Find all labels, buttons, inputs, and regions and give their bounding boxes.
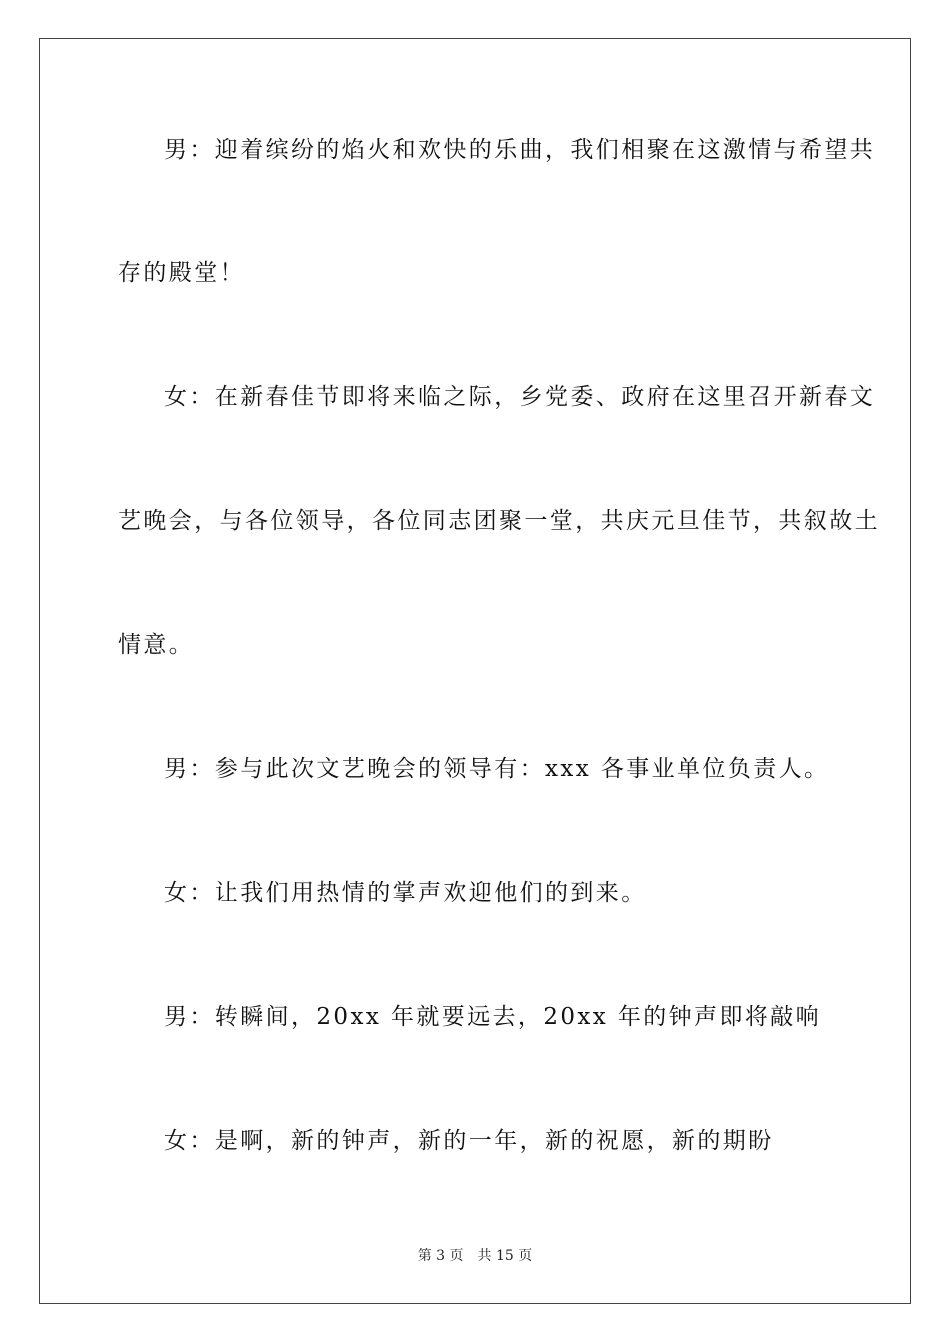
dialogue-line-female-1: 女：在新春佳节即将来临之际，乡党委、政府在这里召开新春文 [164,384,876,410]
dialogue-line-female-1-cont: 艺晚会，与各位领导，各位同志团聚一堂，共庆元旦佳节，共叙故土 [118,508,880,534]
dialogue-line-female-2: 女：让我们用热情的掌声欢迎他们的到来。 [164,880,647,906]
dialogue-line-female-1-end: 情意。 [118,632,195,658]
dialogue-line-male-2: 男：参与此次文艺晚会的领导有：xxx 各事业单位负责人。 [164,756,830,782]
dialogue-line-male-1-cont: 存的殿堂！ [118,260,245,286]
dialogue-line-male-3: 男：转瞬间，20xx 年就要远去，20xx 年的钟声即将敲响 [164,1004,822,1030]
page-number-footer: 第 3 页 共 15 页 [417,1248,533,1264]
page-border [39,38,911,1304]
dialogue-line-female-3: 女：是啊，新的钟声，新的一年，新的祝愿，新的期盼 [164,1128,774,1154]
dialogue-line-male-1: 男：迎着缤纷的焰火和欢快的乐曲，我们相聚在这激情与希望共 [164,137,876,163]
